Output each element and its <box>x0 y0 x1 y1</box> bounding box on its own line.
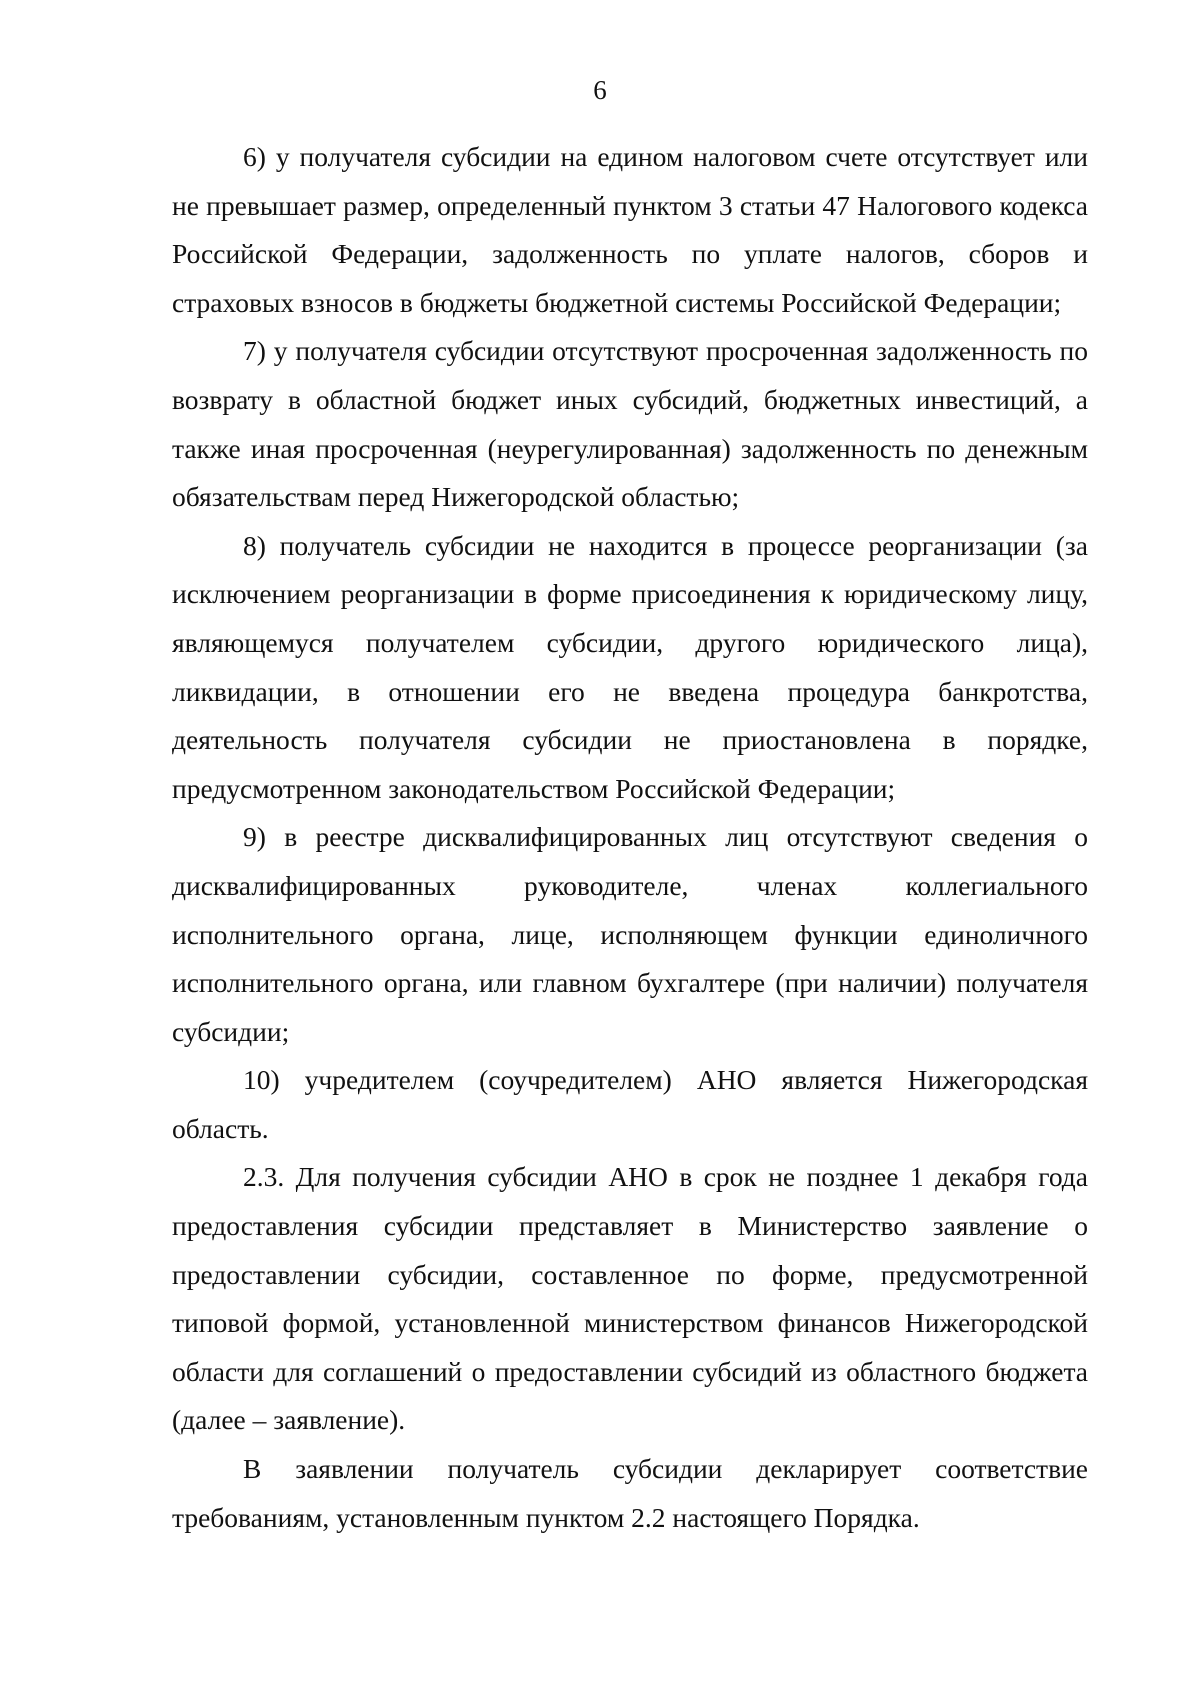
paragraph-item-9: 9) в реестре дисквалифицированных лиц отсутствуют сведения о дисквалифицированных руководителе, членах коллегиального исполнительного органа, лице, исполняющем функции единоличного исполнительного органа, или главном бухгалтере (при наличии) получателя субсидии; <box>172 821 1088 1047</box>
paragraph-item-8: 8) получатель субсидии не находится в процессе реорганизации (за исключением реорганизации в форме присоединения к юридическому лицу, являющемуся получателем субсидии, другого юридического лица), ликвидации, в отношении его не введена процедура банкротства, деятельность получателя субсидии не приостановлена в порядке, предусмотренном законодательством Российской Федерации; <box>172 529 1088 804</box>
paragraph-item-6: 6) у получателя субсидии на едином налоговом счете отсутствует или не превышает размер, определенный пунктом 3 статьи 47 Налогового кодекса Российской Федерации, задолженность по уплате налогов, сборов и страховых взносов в бюджеты бюджетной системы Российской Федерации; <box>172 141 1088 318</box>
document-body <box>172 133 1088 1542</box>
paragraph-section-2-3: 2.3. Для получения субсидии АНО в срок не позднее 1 декабря года предоставления субсидии представляет в Министерство заявление о предоставлении субсидии, составленное по форме, предусмотренной типовой формой, установленной министерством финансов Нижегородской области для соглашений о предоставлении субсидий из областного бюджета (далее – заявление). <box>172 1161 1088 1436</box>
paragraph-item-7: 7) у получателя субсидии отсутствуют просроченная задолженность по возврату в областной бюджет иных субсидий, бюджетных инвестиций, а также иная просроченная (неурегулированная) задолженность по денежным обязательствам перед Нижегородской областью; <box>172 335 1088 513</box>
paragraph-declaration: В заявлении получатель субсидии декларирует соответствие требованиям, установленным пунктом 2.2 настоящего Порядка. <box>172 1453 1088 1533</box>
paragraph-item-10: 10) учредителем (соучредителем) АНО является Нижегородская область. <box>172 1064 1088 1144</box>
page-number: 6 <box>593 75 607 105</box>
